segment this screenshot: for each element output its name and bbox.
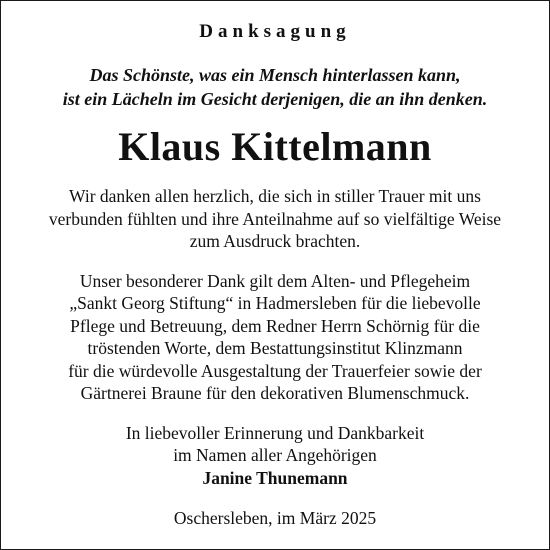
special-thanks-paragraph [1, 270, 549, 405]
text-line: „Sankt Georg Stiftung“ in Hadmersleben für die liebevolle [69, 293, 481, 313]
closing-block [1, 422, 549, 490]
text-line: für die würdevolle Ausgestaltung der Trauerfeier sowie der [68, 360, 482, 381]
text-line: Wir danken allen herzlich, die sich in stiller Trauer mit uns [69, 186, 481, 206]
text-line: Gärtnerei Braune für den dekorativen Blumenschmuck. [80, 383, 470, 403]
text-line: tröstenden Worte, dem Bestattungsinstitut Klinzmann [87, 338, 463, 358]
text-line: Unser besonderer Dank gilt dem Alten- und Pflegeheim [79, 270, 471, 291]
text-line: zum Ausdruck brachten. [189, 231, 361, 251]
closing-line: In liebevoller Erinnerung und Dankbarkeit [125, 422, 425, 443]
closing-line: im Namen aller Angehörigen [173, 445, 377, 465]
quote-line: ist ein Lächeln im Gesicht derjenigen, die an ihn denken. [62, 89, 488, 109]
signer-name: Janine Thunemann [202, 467, 348, 488]
text-line: verbunden fühlten und ihre Anteilnahme auf so vielfältige Weise [48, 208, 502, 229]
notice-heading: Danksagung [199, 21, 351, 42]
text-line: Pflege und Betreuung, dem Redner Herrn Schörnig für die [70, 315, 480, 336]
thanks-paragraph [1, 185, 549, 253]
place-date: Oschersleben, im März 2025 [173, 508, 377, 528]
memorial-quote [1, 63, 549, 111]
deceased-name: Klaus Kittelmann [118, 124, 432, 169]
quote-line: Das Schönste, was ein Mensch hinterlassen kann, [89, 65, 461, 85]
